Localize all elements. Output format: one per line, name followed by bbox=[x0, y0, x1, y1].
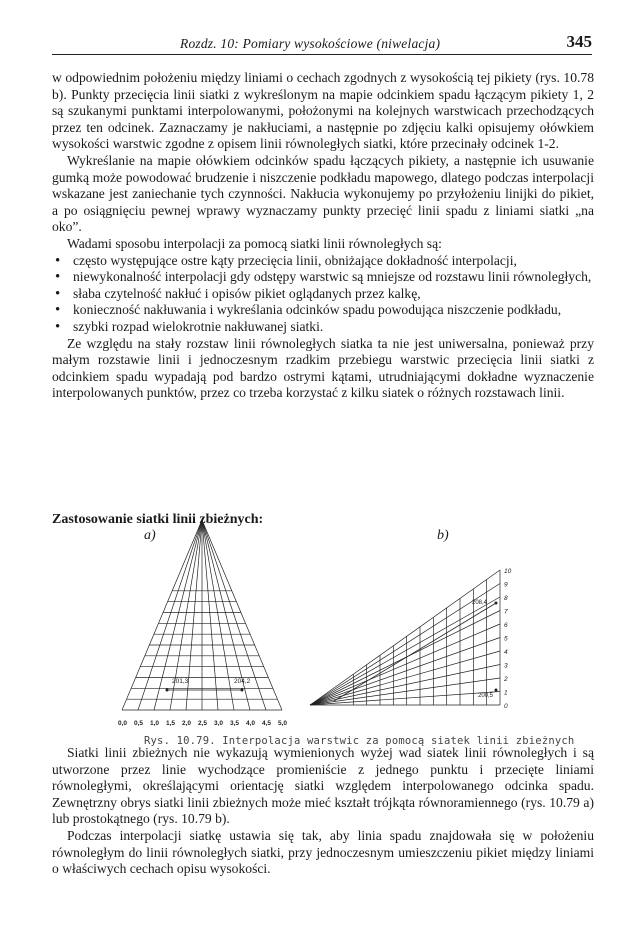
scale-tick-label: 7 bbox=[504, 608, 508, 616]
point-b2-marker bbox=[495, 689, 498, 692]
paragraph-5: Siatki linii zbieżnych nie wykazują wymienionych wyżej wad siatek linii równoległych i są utworzone przez linie wychodzące promieniście z jednego punktu i przecięte liniami równoległymi, określającymi orientację siatki względem interpolowanego odcinka spadu. Zewnętrzny obrys siatki linii zbieżnych może mieć kształt trójkąta równoramiennego (rys. 10.79 a) lub prostokątnego (rys. 10.79 b). bbox=[52, 745, 594, 827]
scale-tick-label: 4,0 bbox=[246, 720, 256, 727]
ray-line bbox=[310, 678, 500, 705]
scale-tick-label: 3,0 bbox=[214, 720, 224, 727]
scale-tick-label: 2 bbox=[504, 676, 508, 683]
running-header bbox=[52, 34, 592, 55]
point-a1-marker bbox=[166, 689, 169, 692]
point-label-b2: 200,5 bbox=[478, 693, 494, 699]
scale-tick-label: 1,5 bbox=[166, 720, 176, 727]
point-b1-marker bbox=[495, 602, 498, 605]
figure-caption: Rys. 10.79. Interpolacja warstwic za pomocą siatek linii zbieżnych bbox=[144, 735, 575, 747]
scale-tick-label: 5 bbox=[504, 635, 508, 643]
ray-line bbox=[310, 651, 500, 705]
scale-tick-label: 0 bbox=[504, 703, 508, 710]
paragraph-6: Podczas interpolacji siatkę ustawia się tak, aby linia spadu znajdowała się w położeniu równoległym do linii równoległych siatki, przy jednoczesnym umieszczeniu pikiet między liniami o właściwych cechach opisu wysokości. bbox=[52, 827, 594, 877]
list-item: • szybki rozpad wielokrotnie nakłuwanej siatki. bbox=[52, 319, 594, 336]
chapter-title: Rozdz. 10: Pomiary wysokościowe (niwelacja) bbox=[180, 36, 441, 51]
page-number: 345 bbox=[566, 32, 592, 51]
list-item: • często występujące ostre kąty przecięcia linii, obniżające dokładność interpolacji, bbox=[52, 253, 594, 270]
grid-figure-b bbox=[300, 560, 520, 735]
scale-tick-label: 4,5 bbox=[262, 720, 272, 727]
section-heading: Zastosowanie siatki linii zbieżnych: bbox=[52, 512, 264, 527]
list-item: • słaba czytelność nakłuć i opisów pikiet oglądanych przez kalkę, bbox=[52, 286, 594, 303]
point-label-b1: 208,4 bbox=[472, 600, 488, 606]
scale-tick-label: 3,5 bbox=[230, 720, 240, 727]
figure-label-b: b) bbox=[437, 528, 449, 543]
scale-tick-label: 9 bbox=[504, 581, 508, 589]
ray-line bbox=[310, 597, 500, 705]
point-label-a2: 204,2 bbox=[234, 678, 251, 685]
list-item: • konieczność nakłuwania i wykreślania odcinków spadu powodująca niszczenie podkładu, bbox=[52, 302, 594, 319]
scale-tick-label: 3 bbox=[504, 662, 508, 670]
ray-line bbox=[310, 624, 500, 705]
scale-tick-label: 1 bbox=[504, 689, 508, 697]
scale-tick-label: 2,0 bbox=[182, 720, 192, 727]
ray-line bbox=[138, 520, 202, 710]
paragraph-4: Ze względu na stały rozstaw linii równoległych siatka ta nie jest uniwersalna, ponieważ przy małym rozstawie linii i jednoczesnym rzadkim przebiegu warstwic przecięcia linii siatki z odcinkiem spadu wypadają pod bardzo ostrymi kątami, utrudniającymi dokładne wyznaczenie interpolowanych punktów, przez co trzeba korzystać z kilku siatek o różnych rozstawach linii. bbox=[52, 335, 594, 401]
ray-line bbox=[202, 520, 234, 710]
paragraph-1: w odpowiednim położeniu między liniami o cechach zgodnych z wysokością tej pikiety (rys. 10.78 b). Punkty przecięcia linii siatki z wykreślonym na mapie odcinkiem spadu łączącym pikiety 1, 2 są szukanymi punktami interpolowanymi, położonymi na kolejnych warstwicach przechodzących przez ten odcinek. Zaznaczamy je nakłuciami, a następnie po zdjęciu kalki opisujemy ołówkiem wysokości warstwic zgodne z opisem linii równoległych siatki, które przecinały odcinek 1-2. bbox=[52, 70, 594, 152]
grid-figure-a bbox=[102, 520, 302, 735]
scale-tick-label: 6 bbox=[504, 622, 508, 629]
scale-tick-label: 8 bbox=[504, 595, 508, 602]
scale-tick-label: 0,0 bbox=[118, 720, 128, 727]
scale-tick-label: 4 bbox=[504, 649, 508, 656]
scale-tick-label: 0,5 bbox=[134, 720, 144, 727]
body-text-top bbox=[52, 70, 594, 402]
ray-line bbox=[202, 520, 218, 710]
ray-line bbox=[122, 520, 202, 710]
scale-tick-label: 5,0 bbox=[278, 720, 288, 727]
point-a2-marker bbox=[241, 689, 244, 692]
point-label-a1: 201,3 bbox=[172, 678, 189, 685]
scale-tick-label: 10 bbox=[504, 568, 512, 575]
ray-line bbox=[310, 638, 500, 706]
paragraph-3: Wadami sposobu interpolacji za pomocą siatki linii równoległych są: bbox=[67, 235, 442, 251]
body-text-bottom bbox=[52, 745, 594, 878]
paragraph-2: Wykreślanie na mapie ołówkiem odcinków spadu łączących pikiety, a następnie ich usuwanie gumką może powodować brudzenie i niszczenie podkładu mapowego, dlatego podczas interpolacji wskazane jest zaniechanie tych czynności. Nakłucia wykonujemy po przyłożeniu linijki do pikiet, a po osiągnięciu pewnej wprawy wyznaczamy punkty przecięć linii spadu z liniami siatki „na oko”. bbox=[52, 152, 594, 235]
scale-tick-label: 2,5 bbox=[198, 720, 208, 727]
defects-list bbox=[52, 253, 594, 336]
list-item: • niewykonalność interpolacji gdy odstępy warstwic są mniejsze od rozstawu linii równoległych, bbox=[52, 269, 594, 286]
scale-tick-label: 1,0 bbox=[150, 720, 160, 727]
ray-line bbox=[186, 520, 202, 710]
interpolation-segment-b bbox=[334, 603, 496, 701]
figure-label-a: a) bbox=[144, 528, 156, 543]
